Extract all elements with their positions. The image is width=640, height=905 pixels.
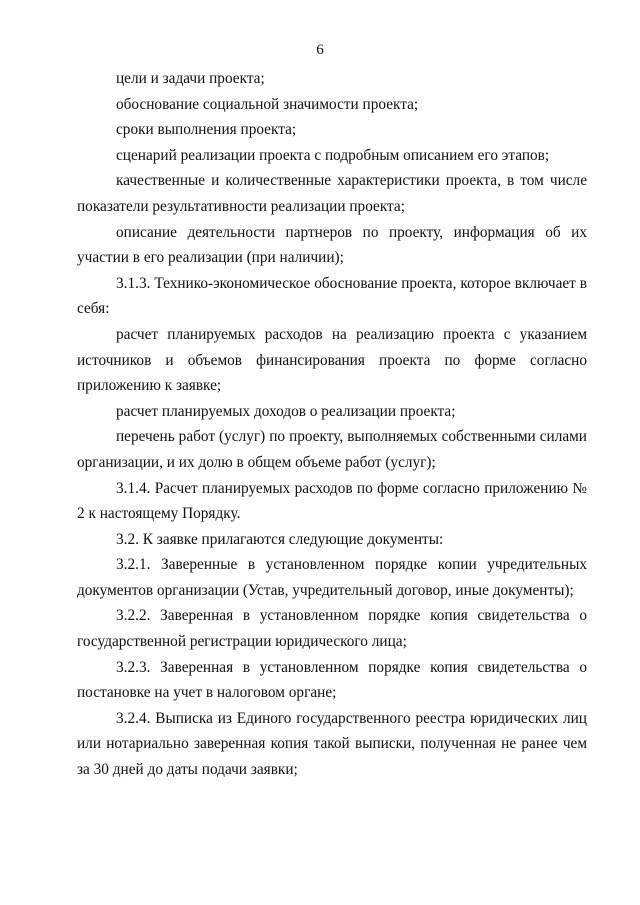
- paragraph: расчет планируемых доходов о реализации проекта;: [116, 402, 456, 420]
- paragraph: 3.1.4. Расчет планируемых расходов по форме согласно приложению № 2 к настоящему Порядку.: [77, 479, 587, 523]
- paragraph: 3.2.3. Заверенная в установленном порядке копия свидетельства о постановке на учет в налоговом органе;: [77, 658, 587, 702]
- paragraph: расчет планируемых расходов на реализацию проекта с указанием источников и объемов финансирования проекта по форме согласно приложению к заявке;: [77, 325, 587, 395]
- paragraph: 3.2.2. Заверенная в установленном порядке копия свидетельства о государственной регистрации юридического лица;: [77, 607, 587, 651]
- paragraph: качественные и количественные характеристики проекта, в том числе показатели результативности реализации проекта;: [77, 172, 587, 215]
- paragraph: цели и задачи проекта;: [116, 70, 265, 87]
- paragraph: описание деятельности партнеров по проекту, информация об их участии в его реализации (при наличии);: [77, 223, 587, 267]
- page-number: 6: [316, 42, 324, 58]
- document-body: [77, 66, 587, 783]
- paragraph: 3.2. К заявке прилагаются следующие документы:: [116, 530, 444, 548]
- paragraph: сроки выполнения проекта;: [116, 121, 297, 139]
- paragraph: сценарий реализации проекта с подробным описанием его этапов;: [116, 146, 550, 164]
- paragraph: 3.1.3. Технико-экономическое обоснование проекта, которое включает в себя:: [77, 274, 587, 318]
- paragraph: 3.2.1. Заверенные в установленном порядке копии учредительных документов организации (Устав, учредительный договор, иные документы);: [77, 556, 587, 599]
- paragraph: 3.2.4. Выписка из Единого государственного реестра юридических лиц или нотариально заверенная копия такой выписки, полученная не ранее чем за 30 дней до даты подачи заявки;: [77, 709, 587, 779]
- paragraph: перечень работ (услуг) по проекту, выполняемых собственными силами организации, и их долю в общем объеме работ (услуг);: [77, 428, 587, 471]
- paragraph: обоснование социальной значимости проекта;: [116, 95, 419, 113]
